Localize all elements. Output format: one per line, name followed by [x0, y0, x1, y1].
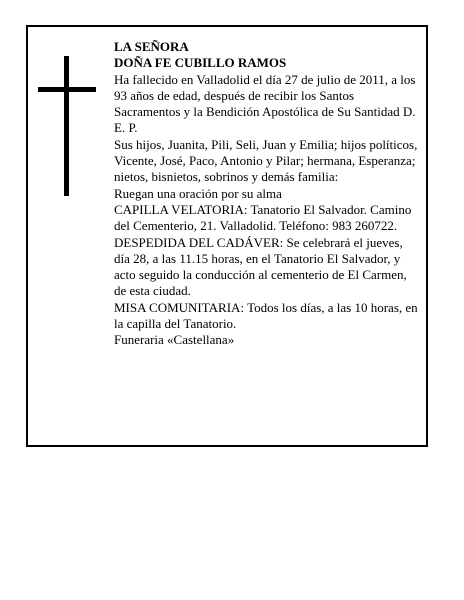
funeral-home: Funeraria «Castellana»: [114, 332, 235, 348]
funeral-farewell-info: DESPEDIDA DEL CADÁVER: Se celebrará el jueves, día 28, a las 11.15 horas, en el Tanatorio El Salvador, y acto seguido la conducción al cementerio de El Carmen, de esta ciudad.: [114, 234, 407, 299]
heading-title: LA SEÑORA: [114, 39, 189, 54]
deceased-name: DOÑA FE CUBILLO RAMOS: [114, 55, 287, 71]
death-announcement: Ha fallecido en Valladolid el día 27 de julio de 2011, a los 93 años de edad, después de recibir los Santos Sacramentos y la Bendición Apostólica de Su Santidad D. E. P.: [114, 71, 416, 136]
community-mass-info: MISA COMUNITARIA: Todos los días, a las 10 horas, en la capilla del Tanatorio.: [114, 299, 418, 332]
cross-horizontal-bar: [38, 87, 96, 92]
wake-chapel-info: CAPILLA VELATORIA: Tanatorio El Salvador. Camino del Cementerio, 21. Valladolid. Teléfono: 983 260722.: [114, 201, 412, 234]
obituary-text: [114, 39, 420, 349]
prayer-request: Ruegan una oración por su alma: [114, 185, 282, 201]
cross-vertical-bar: [64, 56, 69, 196]
family-list: Sus hijos, Juanita, Pili, Seli, Juan y Emilia; hijos políticos, Vicente, José, Paco, Antonio y Pilar; hermana, Esperanza; nietos, bisnietos, sobrinos y demás familia:: [114, 136, 418, 185]
